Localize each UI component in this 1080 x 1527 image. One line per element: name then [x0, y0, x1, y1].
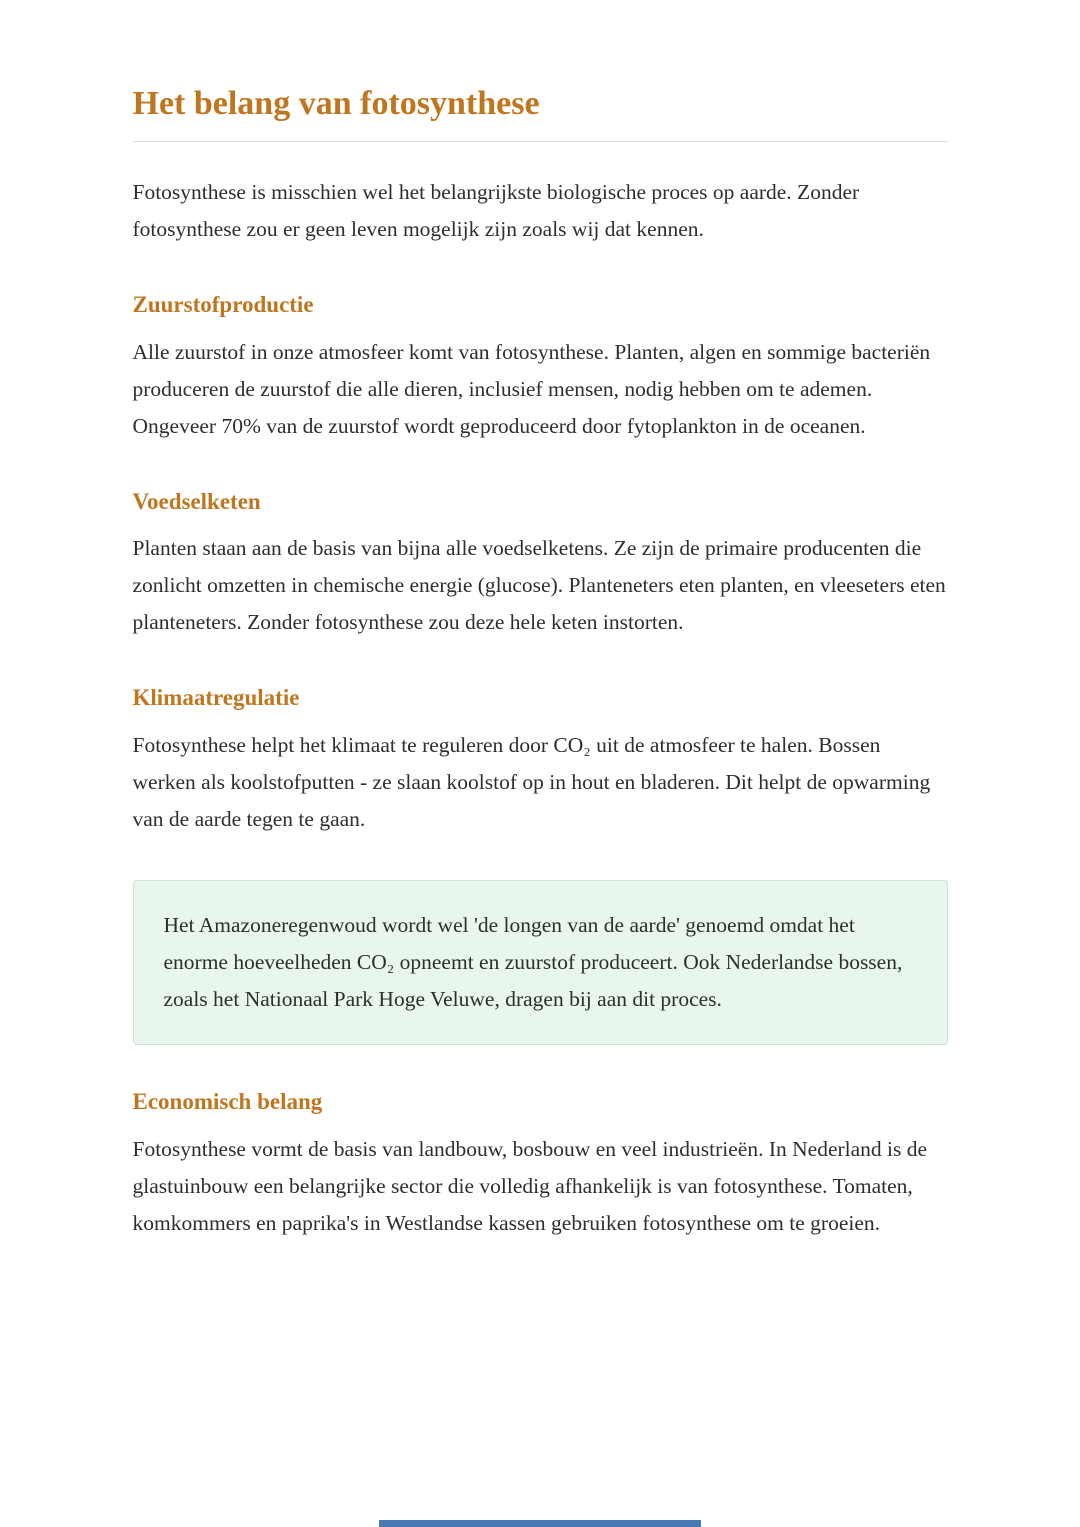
section-paragraph-economisch-belang: Fotosynthese vormt de basis van landbouw, bosbouw en veel industrieën. In Nederland is de glastuinbouw een belangrijke sector die volledig afhankelijk is van fotosynthese. Tomaten, komkommers en paprika's in Westlandse kassen gebruiken fotosynthese om te groeien. [132, 1136, 928, 1235]
intro-paragraph: Fotosynthese is misschien wel het belangrijkste biologische proces op aarde. Zonder fotosynthese zou er geen leven mogelijk zijn zoals wij dat kennen. [132, 179, 860, 241]
section-paragraph-zuurstofproductie: Alle zuurstof in onze atmosfeer komt van fotosynthese. Planten, algen en sommige bacteriën produceren de zuurstof die alle dieren, inclusief mensen, nodig hebben om te ademen. Ongeveer 70% van de zuurstof wordt geproduceerd door fytoplankton in de oceanen. [132, 339, 931, 438]
section-paragraph-voedselketen: Planten staan aan de basis van bijna alle voedselketens. Ze zijn de primaire producenten die zonlicht omzetten in chemische energie (glucose). Planteneters eten planten, en vleeseters eten planteneters. Zonder fotosynthese zou deze hele keten instorten. [132, 536, 946, 635]
bottom-blue-bar [379, 1520, 701, 1527]
callout-box [133, 880, 948, 1045]
title-divider [133, 141, 948, 142]
section-heading-zuurstofproductie: Zuurstofproductie [132, 291, 314, 317]
section-heading-voedselketen: Voedselketen [132, 488, 261, 514]
page-title: Het belang van fotosynthese [132, 85, 540, 122]
section-heading-klimaatregulatie: Klimaatregulatie [132, 685, 300, 711]
section-paragraph-klimaatregulatie: Fotosynthese helpt het klimaat te reguleren door CO₂ uit de atmosfeer te halen. Bossen werken als koolstofputten - ze slaan koolstof op in hout en bladeren. Dit helpt de opwarming van de aarde tegen te gaan. [132, 733, 931, 832]
callout-text: Het Amazoneregenwoud wordt wel 'de longen van de aarde' genoemd omdat het enorme hoeveelheden CO₂ opneemt en zuurstof produceert. Ook Nederlandse bossen, zoals het Nationaal Park Hoge Veluwe, dragen bij aan dit proces. [163, 913, 903, 1012]
article [133, 0, 948, 1242]
section-heading-economisch-belang: Economisch belang [132, 1089, 323, 1115]
